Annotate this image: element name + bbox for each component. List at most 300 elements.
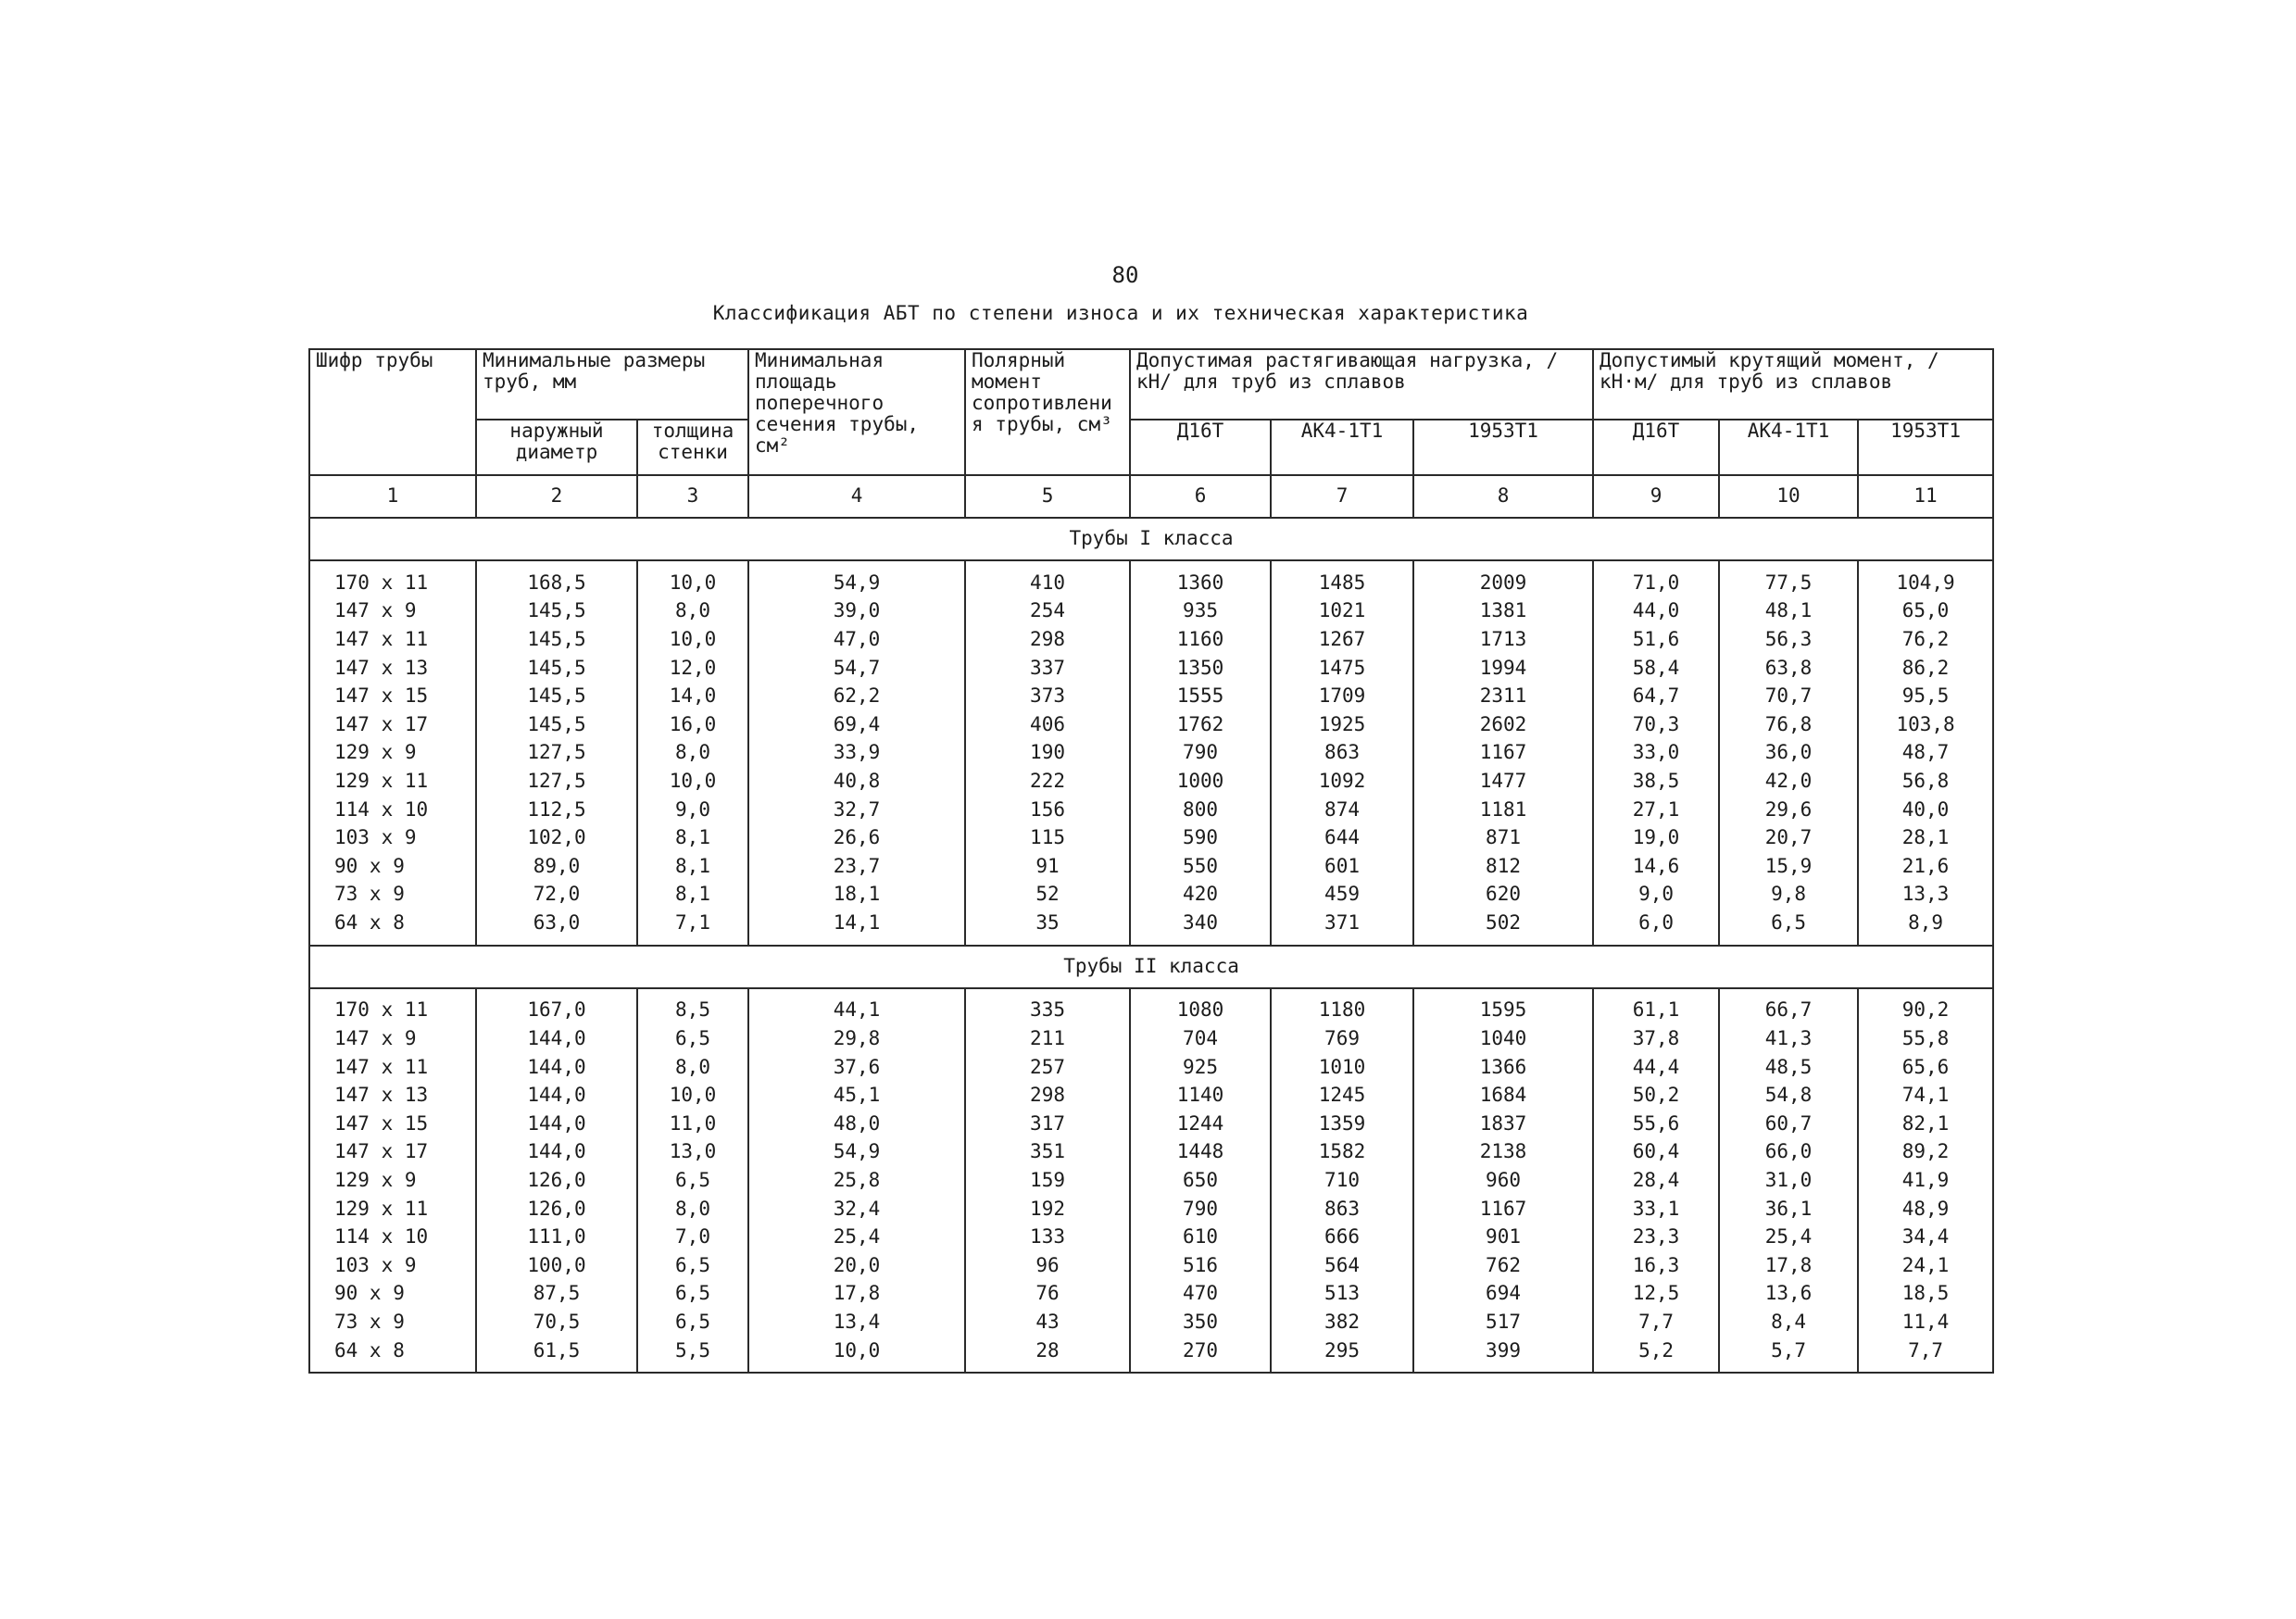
table-cell: 33,9: [748, 739, 965, 768]
table-cell: 86,2: [1858, 654, 1993, 683]
table-cell: 62,2: [748, 682, 965, 710]
classification-table-container: [308, 348, 1992, 1374]
table-cell: 601: [1271, 852, 1413, 881]
table-cell: 95,5: [1858, 682, 1993, 710]
pipe-code-cell: 147 x 13: [309, 654, 476, 683]
table-cell: 89,0: [476, 852, 637, 881]
pipe-code-cell: 64 x 8: [309, 909, 476, 946]
table-row: [309, 597, 1993, 626]
table-cell: 76,8: [1719, 710, 1858, 739]
table-cell: 44,0: [1593, 597, 1719, 626]
table-cell: 2009: [1413, 560, 1593, 597]
table-cell: 24,1: [1858, 1251, 1993, 1280]
table-cell: 38,5: [1593, 767, 1719, 796]
table-cell: 1477: [1413, 767, 1593, 796]
table-cell: 12,0: [637, 654, 748, 683]
header-pipe-code: Шифр трубы: [309, 349, 476, 475]
table-cell: 9,8: [1719, 881, 1858, 910]
header-min-dimensions: Минимальные размеры труб, мм: [476, 349, 748, 420]
column-number: 7: [1271, 475, 1413, 518]
table-cell: 1021: [1271, 597, 1413, 626]
table-cell: 167,0: [476, 988, 637, 1025]
table-cell: 168,5: [476, 560, 637, 597]
column-number: 5: [965, 475, 1130, 518]
table-cell: 871: [1413, 823, 1593, 852]
table-cell: 145,5: [476, 597, 637, 626]
table-cell: 112,5: [476, 796, 637, 824]
table-cell: 211: [965, 1024, 1130, 1053]
table-row: [309, 739, 1993, 768]
table-cell: 40,0: [1858, 796, 1993, 824]
table-cell: 6,0: [1593, 909, 1719, 946]
header-torque-d16t: Д16Т: [1593, 420, 1719, 475]
table-cell: 54,7: [748, 654, 965, 683]
table-cell: 694: [1413, 1280, 1593, 1309]
pipe-code-cell: 114 x 10: [309, 1223, 476, 1251]
pipe-code-cell: 103 x 9: [309, 1251, 476, 1280]
table-cell: 1448: [1130, 1138, 1271, 1167]
table-cell: 960: [1413, 1166, 1593, 1195]
table-cell: 1167: [1413, 739, 1593, 768]
table-cell: 126,0: [476, 1166, 637, 1195]
table-row: [309, 1251, 1993, 1280]
table-cell: 77,5: [1719, 560, 1858, 597]
section-title-class-2: Трубы II класса: [309, 946, 1993, 988]
table-cell: 1267: [1271, 625, 1413, 654]
pipe-code-cell: 114 x 10: [309, 796, 476, 824]
table-cell: 91: [965, 852, 1130, 881]
table-cell: 1381: [1413, 597, 1593, 626]
table-cell: 23,3: [1593, 1223, 1719, 1251]
table-cell: 337: [965, 654, 1130, 683]
table-cell: 192: [965, 1195, 1130, 1224]
table-cell: 9,0: [637, 796, 748, 824]
table-cell: 1350: [1130, 654, 1271, 683]
table-cell: 1359: [1271, 1110, 1413, 1138]
table-cell: 37,6: [748, 1053, 965, 1082]
table-cell: 63,0: [476, 909, 637, 946]
table-cell: 6,5: [637, 1308, 748, 1337]
table-row: [309, 1280, 1993, 1309]
table-cell: 410: [965, 560, 1130, 597]
table-cell: 56,8: [1858, 767, 1993, 796]
pipe-code-cell: 170 x 11: [309, 988, 476, 1025]
table-cell: 27,1: [1593, 796, 1719, 824]
table-cell: 111,0: [476, 1223, 637, 1251]
table-cell: 190: [965, 739, 1130, 768]
header-load-d16t: Д16Т: [1130, 420, 1271, 475]
table-cell: 459: [1271, 881, 1413, 910]
table-cell: 10,0: [637, 1082, 748, 1111]
table-cell: 790: [1130, 739, 1271, 768]
table-cell: 48,5: [1719, 1053, 1858, 1082]
table-cell: 1181: [1413, 796, 1593, 824]
table-cell: 644: [1271, 823, 1413, 852]
table-row: [309, 852, 1993, 881]
table-cell: 15,9: [1719, 852, 1858, 881]
table-cell: 56,3: [1719, 625, 1858, 654]
table-cell: 41,3: [1719, 1024, 1858, 1053]
table-cell: 7,7: [1593, 1308, 1719, 1337]
table-row: [309, 1053, 1993, 1082]
table-row: [309, 1223, 1993, 1251]
table-cell: 8,9: [1858, 909, 1993, 946]
table-cell: 350: [1130, 1308, 1271, 1337]
table-cell: 704: [1130, 1024, 1271, 1053]
table-cell: 1366: [1413, 1053, 1593, 1082]
header-outer-diameter: наружный диаметр: [476, 420, 637, 475]
table-cell: 1994: [1413, 654, 1593, 683]
table-cell: 48,7: [1858, 739, 1993, 768]
header-torque: Допустимый крутящий момент, /кН·м/ для труб из сплавов: [1593, 349, 1993, 420]
table-cell: 620: [1413, 881, 1593, 910]
table-cell: 100,0: [476, 1251, 637, 1280]
column-number: 3: [637, 475, 748, 518]
table-cell: 48,0: [748, 1110, 965, 1138]
table-cell: 145,5: [476, 654, 637, 683]
pipe-code-cell: 147 x 15: [309, 1110, 476, 1138]
table-cell: 10,0: [748, 1337, 965, 1374]
table-cell: 295: [1271, 1337, 1413, 1374]
table-cell: 470: [1130, 1280, 1271, 1309]
table-cell: 10,0: [637, 560, 748, 597]
table-cell: 36,0: [1719, 739, 1858, 768]
pipe-code-cell: 73 x 9: [309, 1308, 476, 1337]
table-cell: 76,2: [1858, 625, 1993, 654]
table-row: [309, 560, 1993, 597]
table-cell: 29,8: [748, 1024, 965, 1053]
column-number: 10: [1719, 475, 1858, 518]
table-cell: 863: [1271, 1195, 1413, 1224]
table-cell: 29,6: [1719, 796, 1858, 824]
table-cell: 9,0: [1593, 881, 1719, 910]
pipe-code-cell: 147 x 11: [309, 1053, 476, 1082]
table-row: [309, 710, 1993, 739]
table-row: [309, 767, 1993, 796]
table-cell: 550: [1130, 852, 1271, 881]
table-cell: 335: [965, 988, 1130, 1025]
table-cell: 45,1: [748, 1082, 965, 1111]
table-row: [309, 682, 1993, 710]
table-cell: 650: [1130, 1166, 1271, 1195]
table-cell: 1475: [1271, 654, 1413, 683]
table-cell: 17,8: [1719, 1251, 1858, 1280]
table-cell: 89,2: [1858, 1138, 1993, 1167]
table-cell: 351: [965, 1138, 1130, 1167]
table-cell: 13,0: [637, 1138, 748, 1167]
table-cell: 769: [1271, 1024, 1413, 1053]
table-cell: 65,0: [1858, 597, 1993, 626]
table-cell: 1140: [1130, 1082, 1271, 1111]
pipe-code-cell: 147 x 13: [309, 1082, 476, 1111]
table-cell: 65,6: [1858, 1053, 1993, 1082]
table-cell: 1244: [1130, 1110, 1271, 1138]
table-cell: 371: [1271, 909, 1413, 946]
table-cell: 10,0: [637, 767, 748, 796]
table-cell: 800: [1130, 796, 1271, 824]
table-cell: 103,8: [1858, 710, 1993, 739]
table-cell: 16,3: [1593, 1251, 1719, 1280]
table-cell: 7,0: [637, 1223, 748, 1251]
class-1-rows: [309, 560, 1993, 946]
column-number: 8: [1413, 475, 1593, 518]
table-cell: 28,1: [1858, 823, 1993, 852]
table-cell: 6,5: [1719, 909, 1858, 946]
table-cell: 8,0: [637, 1053, 748, 1082]
table-cell: 25,8: [748, 1166, 965, 1195]
table-cell: 901: [1413, 1223, 1593, 1251]
table-cell: 55,6: [1593, 1110, 1719, 1138]
table-cell: 8,1: [637, 881, 748, 910]
table-cell: 1837: [1413, 1110, 1593, 1138]
column-number-row: [309, 475, 1993, 518]
table-cell: 8,1: [637, 852, 748, 881]
table-cell: 127,5: [476, 739, 637, 768]
table-cell: 790: [1130, 1195, 1271, 1224]
header-torque-ak4: АК4-1Т1: [1719, 420, 1858, 475]
table-cell: 340: [1130, 909, 1271, 946]
table-cell: 70,3: [1593, 710, 1719, 739]
column-number: 1: [309, 475, 476, 518]
table-cell: 19,0: [1593, 823, 1719, 852]
table-cell: 115: [965, 823, 1130, 852]
table-row: [309, 823, 1993, 852]
table-cell: 1485: [1271, 560, 1413, 597]
table-cell: 36,1: [1719, 1195, 1858, 1224]
table-cell: 1167: [1413, 1195, 1593, 1224]
table-cell: 935: [1130, 597, 1271, 626]
table-cell: 40,8: [748, 767, 965, 796]
table-cell: 1595: [1413, 988, 1593, 1025]
table-cell: 16,0: [637, 710, 748, 739]
table-cell: 54,9: [748, 560, 965, 597]
table-cell: 6,5: [637, 1280, 748, 1309]
table-cell: 144,0: [476, 1024, 637, 1053]
table-cell: 502: [1413, 909, 1593, 946]
table-row: [309, 654, 1993, 683]
table-cell: 31,0: [1719, 1166, 1858, 1195]
class-2-rows: [309, 988, 1993, 1374]
table-row: [309, 1308, 1993, 1337]
table-cell: 42,0: [1719, 767, 1858, 796]
pipe-code-cell: 64 x 8: [309, 1337, 476, 1374]
pipe-code-cell: 147 x 17: [309, 710, 476, 739]
table-cell: 7,1: [637, 909, 748, 946]
table-cell: 55,8: [1858, 1024, 1993, 1053]
table-cell: 382: [1271, 1308, 1413, 1337]
pipe-code-cell: 90 x 9: [309, 1280, 476, 1309]
table-cell: 1360: [1130, 560, 1271, 597]
table-cell: 517: [1413, 1308, 1593, 1337]
pipe-code-cell: 147 x 11: [309, 625, 476, 654]
table-cell: 513: [1271, 1280, 1413, 1309]
table-cell: 1080: [1130, 988, 1271, 1025]
table-cell: 44,1: [748, 988, 965, 1025]
column-number: 4: [748, 475, 965, 518]
table-cell: 812: [1413, 852, 1593, 881]
table-cell: 17,8: [748, 1280, 965, 1309]
pipe-code-cell: 129 x 11: [309, 767, 476, 796]
table-cell: 33,1: [1593, 1195, 1719, 1224]
table-cell: 26,6: [748, 823, 965, 852]
table-cell: 70,7: [1719, 682, 1858, 710]
pipe-code-cell: 147 x 15: [309, 682, 476, 710]
table-cell: 64,7: [1593, 682, 1719, 710]
table-cell: 710: [1271, 1166, 1413, 1195]
table-cell: 8,5: [637, 988, 748, 1025]
table-cell: 11,0: [637, 1110, 748, 1138]
table-cell: 34,4: [1858, 1223, 1993, 1251]
table-cell: 145,5: [476, 625, 637, 654]
table-cell: 23,7: [748, 852, 965, 881]
table-cell: 44,4: [1593, 1053, 1719, 1082]
table-cell: 28,4: [1593, 1166, 1719, 1195]
column-number: 2: [476, 475, 637, 518]
table-cell: 90,2: [1858, 988, 1993, 1025]
pipe-code-cell: 129 x 9: [309, 1166, 476, 1195]
table-row: [309, 1337, 1993, 1374]
table-cell: 18,5: [1858, 1280, 1993, 1309]
table-cell: 14,1: [748, 909, 965, 946]
table-cell: 516: [1130, 1251, 1271, 1280]
table-cell: 8,0: [637, 1195, 748, 1224]
table-cell: 14,6: [1593, 852, 1719, 881]
table-cell: 144,0: [476, 1110, 637, 1138]
table-cell: 60,4: [1593, 1138, 1719, 1167]
table-cell: 145,5: [476, 682, 637, 710]
table-cell: 43: [965, 1308, 1130, 1337]
table-cell: 10,0: [637, 625, 748, 654]
page-number: 80: [1111, 262, 1139, 288]
pipe-code-cell: 90 x 9: [309, 852, 476, 881]
column-number: 6: [1130, 475, 1271, 518]
table-cell: 37,8: [1593, 1024, 1719, 1053]
pipe-code-cell: 129 x 9: [309, 739, 476, 768]
table-cell: 5,7: [1719, 1337, 1858, 1374]
table-cell: 1684: [1413, 1082, 1593, 1111]
table-row: [309, 1024, 1993, 1053]
table-row: [309, 1110, 1993, 1138]
table-cell: 1040: [1413, 1024, 1593, 1053]
table-cell: 70,5: [476, 1308, 637, 1337]
table-cell: 1709: [1271, 682, 1413, 710]
table-cell: 925: [1130, 1053, 1271, 1082]
table-cell: 1925: [1271, 710, 1413, 739]
table-cell: 222: [965, 767, 1130, 796]
header-polar-moment: Полярный момент сопротивления трубы, см³: [965, 349, 1130, 475]
table-cell: 82,1: [1858, 1110, 1993, 1138]
table-cell: 48,1: [1719, 597, 1858, 626]
table-row: [309, 909, 1993, 946]
table-cell: 2311: [1413, 682, 1593, 710]
table-cell: 863: [1271, 739, 1413, 768]
table-cell: 66,7: [1719, 988, 1858, 1025]
header-cross-section-area: Минимальная площадь поперечного сечения трубы, см²: [748, 349, 965, 475]
table-row: [309, 1166, 1993, 1195]
table-cell: 61,5: [476, 1337, 637, 1374]
table-row: [309, 1138, 1993, 1167]
table-row: [309, 1195, 1993, 1224]
section-title-class-1: Трубы I класса: [309, 518, 1993, 560]
table-cell: 13,3: [1858, 881, 1993, 910]
table-cell: 54,9: [748, 1138, 965, 1167]
table-cell: 156: [965, 796, 1130, 824]
table-cell: 96: [965, 1251, 1130, 1280]
table-cell: 1582: [1271, 1138, 1413, 1167]
page-title: Классификация АБТ по степени износа и их техническая характеристика: [712, 302, 1529, 324]
table-cell: 144,0: [476, 1053, 637, 1082]
table-cell: 76: [965, 1280, 1130, 1309]
table-cell: 298: [965, 1082, 1130, 1111]
table-cell: 74,1: [1858, 1082, 1993, 1111]
table-cell: 48,9: [1858, 1195, 1993, 1224]
table-cell: 254: [965, 597, 1130, 626]
table-cell: 18,1: [748, 881, 965, 910]
table-cell: 373: [965, 682, 1130, 710]
table-cell: 762: [1413, 1251, 1593, 1280]
table-cell: 1160: [1130, 625, 1271, 654]
table-cell: 32,7: [748, 796, 965, 824]
table-cell: 102,0: [476, 823, 637, 852]
table-cell: 7,7: [1858, 1337, 1993, 1374]
classification-table: [308, 348, 1994, 1374]
table-cell: 127,5: [476, 767, 637, 796]
table-cell: 8,4: [1719, 1308, 1858, 1337]
table-cell: 406: [965, 710, 1130, 739]
table-cell: 564: [1271, 1251, 1413, 1280]
table-cell: 8,0: [637, 597, 748, 626]
section-row: [309, 946, 1993, 988]
table-cell: 11,4: [1858, 1308, 1993, 1337]
table-cell: 8,0: [637, 739, 748, 768]
table-cell: 52: [965, 881, 1130, 910]
table-cell: 1762: [1130, 710, 1271, 739]
table-cell: 126,0: [476, 1195, 637, 1224]
table-cell: 145,5: [476, 710, 637, 739]
table-cell: 33,0: [1593, 739, 1719, 768]
table-cell: 6,5: [637, 1251, 748, 1280]
table-cell: 8,1: [637, 823, 748, 852]
pipe-code-cell: 170 x 11: [309, 560, 476, 597]
table-cell: 270: [1130, 1337, 1271, 1374]
header-wall-thickness: толщина стенки: [637, 420, 748, 475]
pipe-code-cell: 73 x 9: [309, 881, 476, 910]
table-cell: 1713: [1413, 625, 1593, 654]
table-cell: 6,5: [637, 1024, 748, 1053]
table-cell: 1000: [1130, 767, 1271, 796]
table-cell: 399: [1413, 1337, 1593, 1374]
table-row: [309, 881, 1993, 910]
table-cell: 20,7: [1719, 823, 1858, 852]
table-cell: 874: [1271, 796, 1413, 824]
table-cell: 6,5: [637, 1166, 748, 1195]
table-cell: 47,0: [748, 625, 965, 654]
table-cell: 61,1: [1593, 988, 1719, 1025]
table-cell: 25,4: [1719, 1223, 1858, 1251]
table-cell: 317: [965, 1110, 1130, 1138]
table-cell: 1245: [1271, 1082, 1413, 1111]
pipe-code-cell: 147 x 9: [309, 1024, 476, 1053]
table-cell: 159: [965, 1166, 1130, 1195]
table-cell: 420: [1130, 881, 1271, 910]
table-cell: 41,9: [1858, 1166, 1993, 1195]
table-row: [309, 796, 1993, 824]
table-cell: 14,0: [637, 682, 748, 710]
table-cell: 1010: [1271, 1053, 1413, 1082]
pipe-code-cell: 129 x 11: [309, 1195, 476, 1224]
table-cell: 666: [1271, 1223, 1413, 1251]
table-row: [309, 988, 1993, 1025]
